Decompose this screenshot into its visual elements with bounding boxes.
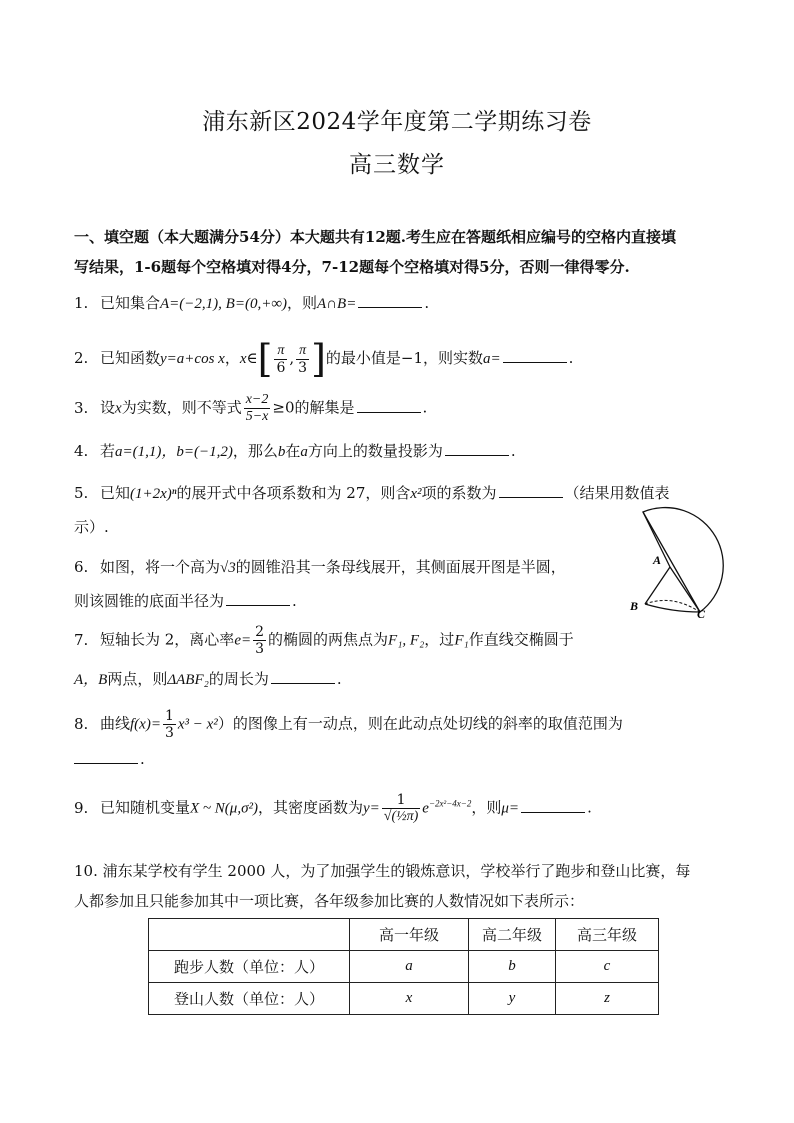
table-header-cell: 高一年级 (350, 919, 469, 951)
answer-blank (74, 749, 138, 764)
answer-blank (445, 441, 509, 456)
question-number: 8. (74, 714, 89, 733)
fraction: $\frac{1}{3}$ (164, 708, 174, 741)
table-row (149, 951, 659, 983)
question-6: 6. 如图，将一个高为√3的圆锥沿其一条母线展开，其侧面展开图是半圆， (74, 558, 566, 576)
bracket-close: ] (311, 337, 326, 381)
fraction: $\frac{2}{3}$ (255, 624, 265, 657)
question-number: 9. (74, 798, 89, 817)
question-7-line2: A，B两点，则ΔABF₂的周长为 . (74, 670, 342, 688)
table-cell: a (350, 951, 469, 983)
question-2: 2. 已知函数y=a+cos x，x∈[ $\frac{\pi}{6}$ , $\frac{\pi}{3}$ ]的最小值是−1，则实数a= . (74, 337, 574, 381)
bracket-open: [ (257, 337, 273, 381)
table-header-cell: 高二年级 (469, 919, 556, 951)
exam-title: 浦东新区2024学年度第二学期练习卷 (202, 109, 592, 135)
question-number: 7. (74, 630, 89, 649)
table-cell: 登山人数（单位：人） (149, 983, 350, 1015)
answer-blank (357, 398, 421, 413)
table-cell: y (469, 983, 556, 1015)
question-8: 8. 曲线f(x)= $\frac{1}{3}$ x³ − x²）的图像上有一动点，则在此动点处切线的斜率的取值范围为 (74, 708, 623, 741)
section-heading-line2: 写结果，1-6题每个空格填对得4分，7-12题每个空格填对得5分，否则一律得零分. (74, 258, 630, 276)
question-9: 9. 已知随机变量X ~ N(μ,σ²)，其密度函数为y= $\frac{1}{\text{√(½π)}}$ $e^{-2x^2-4x-2}$，则μ= . (74, 792, 592, 824)
answer-blank (271, 669, 335, 684)
table-header-row (149, 919, 659, 951)
fraction: $\frac{\pi}{3}$ (298, 342, 308, 376)
fraction: $\frac{x-2}{5-x}$ (245, 392, 269, 424)
answer-blank (499, 483, 563, 498)
question-number: 5. (74, 484, 89, 502)
table-cell: z (556, 983, 659, 1015)
question-3: 3. 设x为实数，则不等式 $\frac{x-2}{5-x}$ ≥0的解集是 . (74, 392, 428, 424)
answer-blank (226, 591, 290, 606)
question-number: 10. (74, 862, 98, 880)
question-number: 3. (74, 398, 89, 417)
question-10-line2: 人都参加且只能参加其中一项比赛，各年级参加比赛的人数情况如下表所示： (74, 892, 585, 910)
question-5-line2: 示）. (74, 518, 109, 536)
answer-blank (358, 293, 422, 308)
question-number: 4. (74, 442, 89, 460)
question-6-line2: 则该圆锥的底面半径为 . (74, 592, 297, 610)
label-c: C (697, 607, 706, 621)
table-cell: 跑步人数（单位：人） (149, 951, 350, 983)
fraction: $\frac{\pi}{6}$ (276, 342, 286, 376)
question-7: 7. 短轴长为 2，离心率e= $\frac{2}{3}$ 的椭圆的两焦点为F₁, F₂，过F₁作直线交椭圆于 (74, 624, 574, 657)
table-cell: c (556, 951, 659, 983)
fraction: $\frac{1}{\text{√(½π)}}$ (383, 792, 419, 824)
table-cell: b (469, 951, 556, 983)
label-b: B (630, 599, 639, 613)
question-number: 6. (74, 558, 89, 576)
question-1: 1. 已知集合A=(−2,1), B=(0,+∞)，则A∩B= . (74, 294, 430, 312)
cone-development-figure (625, 500, 725, 625)
question-10: 10. 浦东某学校有学生 2000 人，为了加强学生的锻炼意识，学校举行了跑步和登山比赛，每 (74, 862, 691, 880)
question-5: 5. 已知(1+2x)ⁿ的展开式中各项系数和为 27，则含x²项的系数为 （结果用数值表 (74, 484, 670, 502)
table-header-cell (149, 919, 350, 951)
question-8-line2: . (74, 748, 726, 770)
table-row (149, 983, 659, 1015)
section-heading-line1: 一、填空题（本大题满分54分）本大题共有12题.考生应在答题纸相应编号的空格内直接填 (74, 228, 676, 246)
participation-table (148, 918, 659, 1015)
exam-subtitle: 高三数学 (349, 152, 445, 178)
question-4: 4. 若a=(1,1)，b=(−1,2)，那么b在a方向上的数量投影为 . (74, 442, 516, 460)
answer-blank (503, 348, 567, 363)
label-a: A (653, 553, 662, 567)
table-header-cell: 高三年级 (556, 919, 659, 951)
question-number: 1. (74, 294, 89, 312)
table-cell: x (350, 983, 469, 1015)
answer-blank (521, 798, 585, 813)
question-number: 2. (74, 349, 89, 367)
